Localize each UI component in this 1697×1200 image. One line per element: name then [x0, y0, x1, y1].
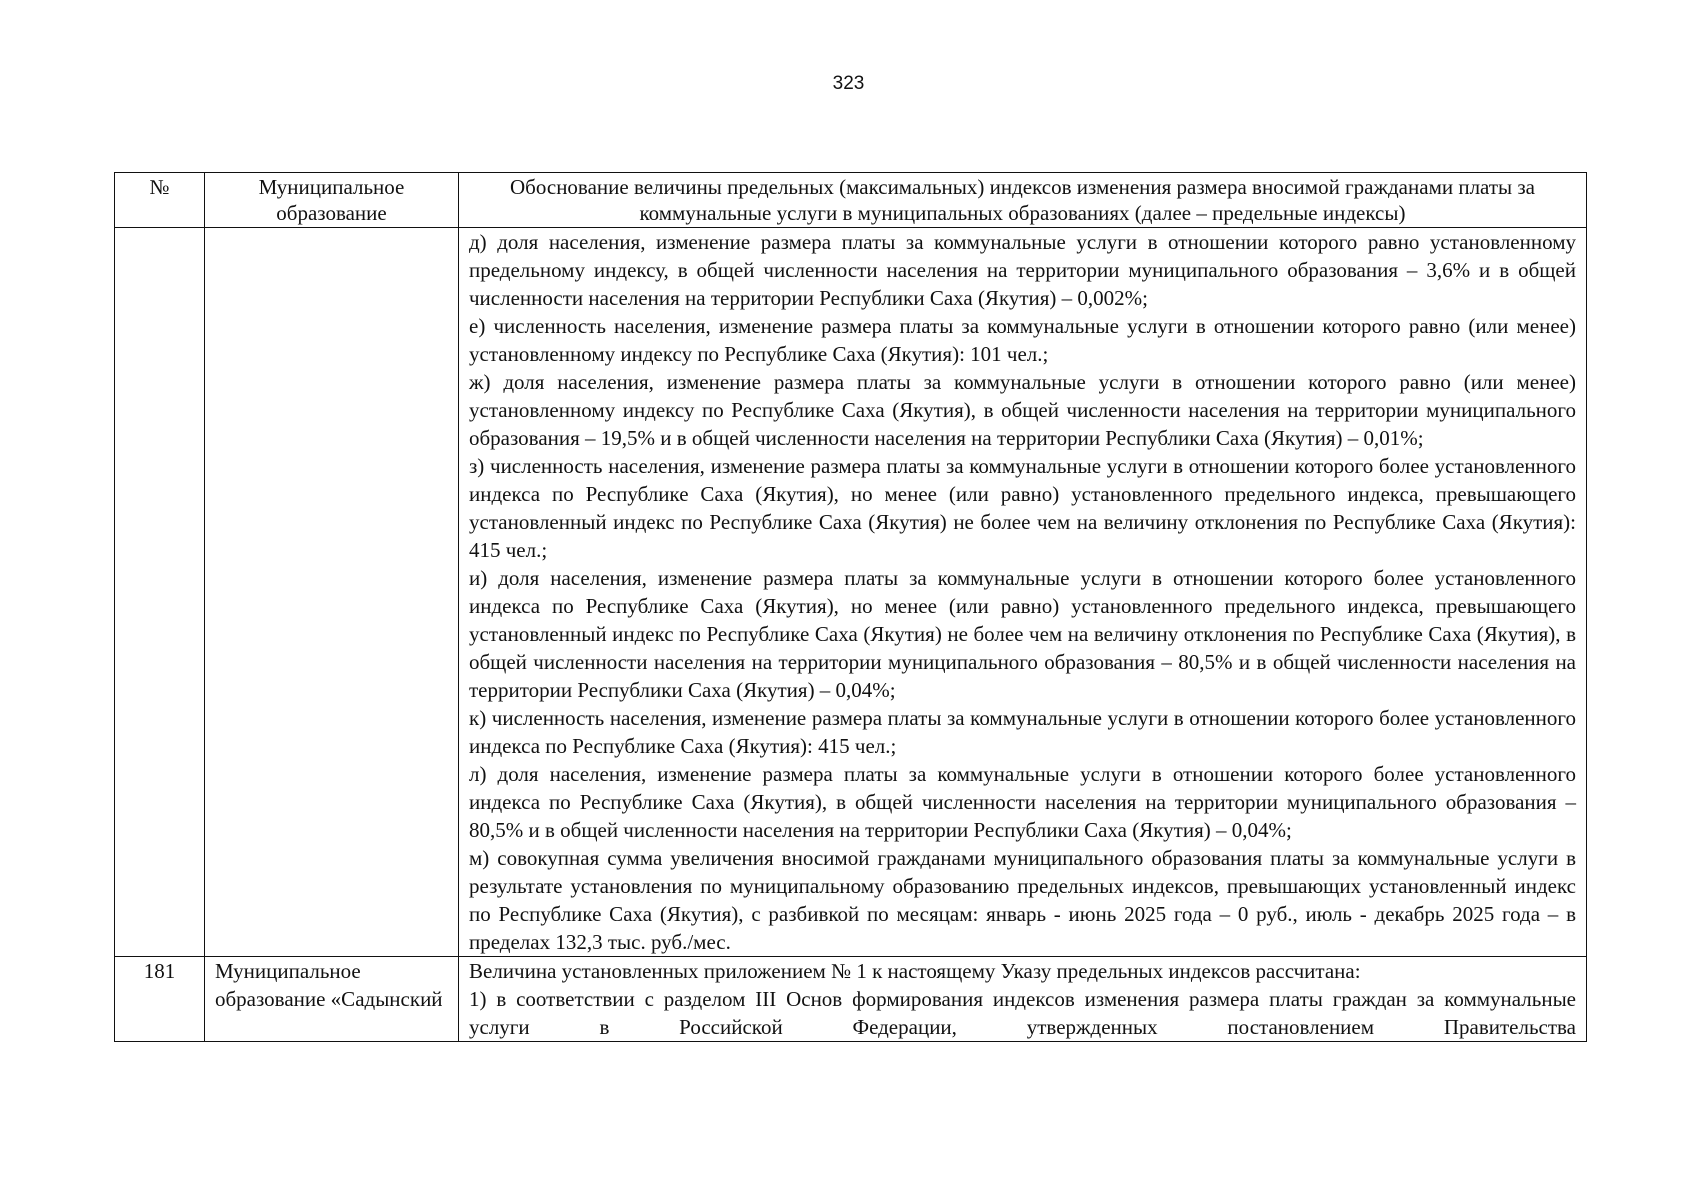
- justification-table: [114, 172, 1587, 1042]
- paragraph-intro: Величина установленных приложением № 1 к настоящему Указу предельных индексов рассчитана:: [469, 959, 1361, 983]
- paragraph-1: 1) в соответствии с разделом III Основ формирования индексов изменения размера платы граждан за коммунальные услуги в Российской Федерации, утвержденных постановлением Правительства: [469, 987, 1576, 1039]
- table-header-row: [115, 173, 1587, 228]
- paragraph-d: д) доля населения, изменение размера платы за коммунальные услуги в отношении которого равно установленному предельному индексу, в общей численности населения на территории муниципального образования – 3,6% и в общей численности населения на территории Республики Саха (Якутия) – 0,002%;: [469, 230, 1576, 310]
- paragraph-k: к) численность населения, изменение размера платы за коммунальные услуги в отношении которого более установленного индекса по Республике Саха (Якутия): 415 чел.;: [469, 706, 1576, 758]
- municipality-name: Муниципальное образование «Садынский: [215, 959, 443, 1011]
- row-num-cell: [115, 228, 205, 957]
- paragraph-m: м) совокупная сумма увеличения вносимой гражданами муниципального образования платы за коммунальные услуги в результате установления по муниципальному образованию предельных индексов, превышающих установленный индекс по Республике Саха (Якутия), с разбивкой по месяцам: январь - июнь 2025 года – 0 руб., июль - декабрь 2025 года – в пределах 132,3 тыс. руб./мес.: [469, 846, 1576, 954]
- row-municipality-cell: [205, 957, 459, 1042]
- justification-text: [469, 957, 1576, 1041]
- paragraph-e: е) численность населения, изменение размера платы за коммунальные услуги в отношении которого равно (или менее) установленному индексу по Республике Саха (Якутия): 101 чел.;: [469, 314, 1576, 366]
- paragraph-i: и) доля населения, изменение размера платы за коммунальные услуги в отношении которого более установленного индекса по Республике Саха (Якутия), но менее (или равно) установленного предельного индекса, превышающего установленный индекс по Республике Саха (Якутия) не более чем на величину отклонения по Республике Саха (Якутия), в общей численности населения на территории муниципального образования – 80,5% и в общей численности населения на территории Республики Саха (Якутия) – 0,04%;: [469, 566, 1576, 702]
- header-num: №: [115, 173, 205, 228]
- table-row: [115, 228, 1587, 957]
- page-number: 323: [832, 73, 865, 94]
- row-justification-cell: [459, 228, 1587, 957]
- row-justification-cell: [459, 957, 1587, 1042]
- row-municipality-cell: [205, 228, 459, 957]
- header-justification: Обоснование величины предельных (максимальных) индексов изменения размера вносимой гражданами платы за коммунальные услуги в муниципальных образованиях (далее – предельные индексы): [459, 173, 1587, 228]
- row-num-cell: 181: [115, 957, 205, 1042]
- paragraph-z: з) численность населения, изменение размера платы за коммунальные услуги в отношении которого более установленного индекса по Республике Саха (Якутия), но менее (или равно) установленного предельного индекса, превышающего установленный индекс по Республике Саха (Якутия) не более чем на величину отклонения по Республике Саха (Якутия): 415 чел.;: [469, 454, 1576, 562]
- paragraph-l: л) доля населения, изменение размера платы за коммунальные услуги в отношении которого более установленного индекса по Республике Саха (Якутия), в общей численности населения на территории муниципального образования – 80,5% и в общей численности населения на территории Республики Саха (Якутия) – 0,04%;: [469, 762, 1576, 842]
- table-row: [115, 957, 1587, 1042]
- paragraph-zh: ж) доля населения, изменение размера платы за коммунальные услуги в отношении которого равно (или менее) установленному индексу по Республике Саха (Якутия), в общей численности населения на территории муниципального образования – 19,5% и в общей численности населения на территории Республики Саха (Якутия) – 0,01%;: [469, 370, 1576, 450]
- header-municipality: Муниципальное образование: [205, 173, 459, 228]
